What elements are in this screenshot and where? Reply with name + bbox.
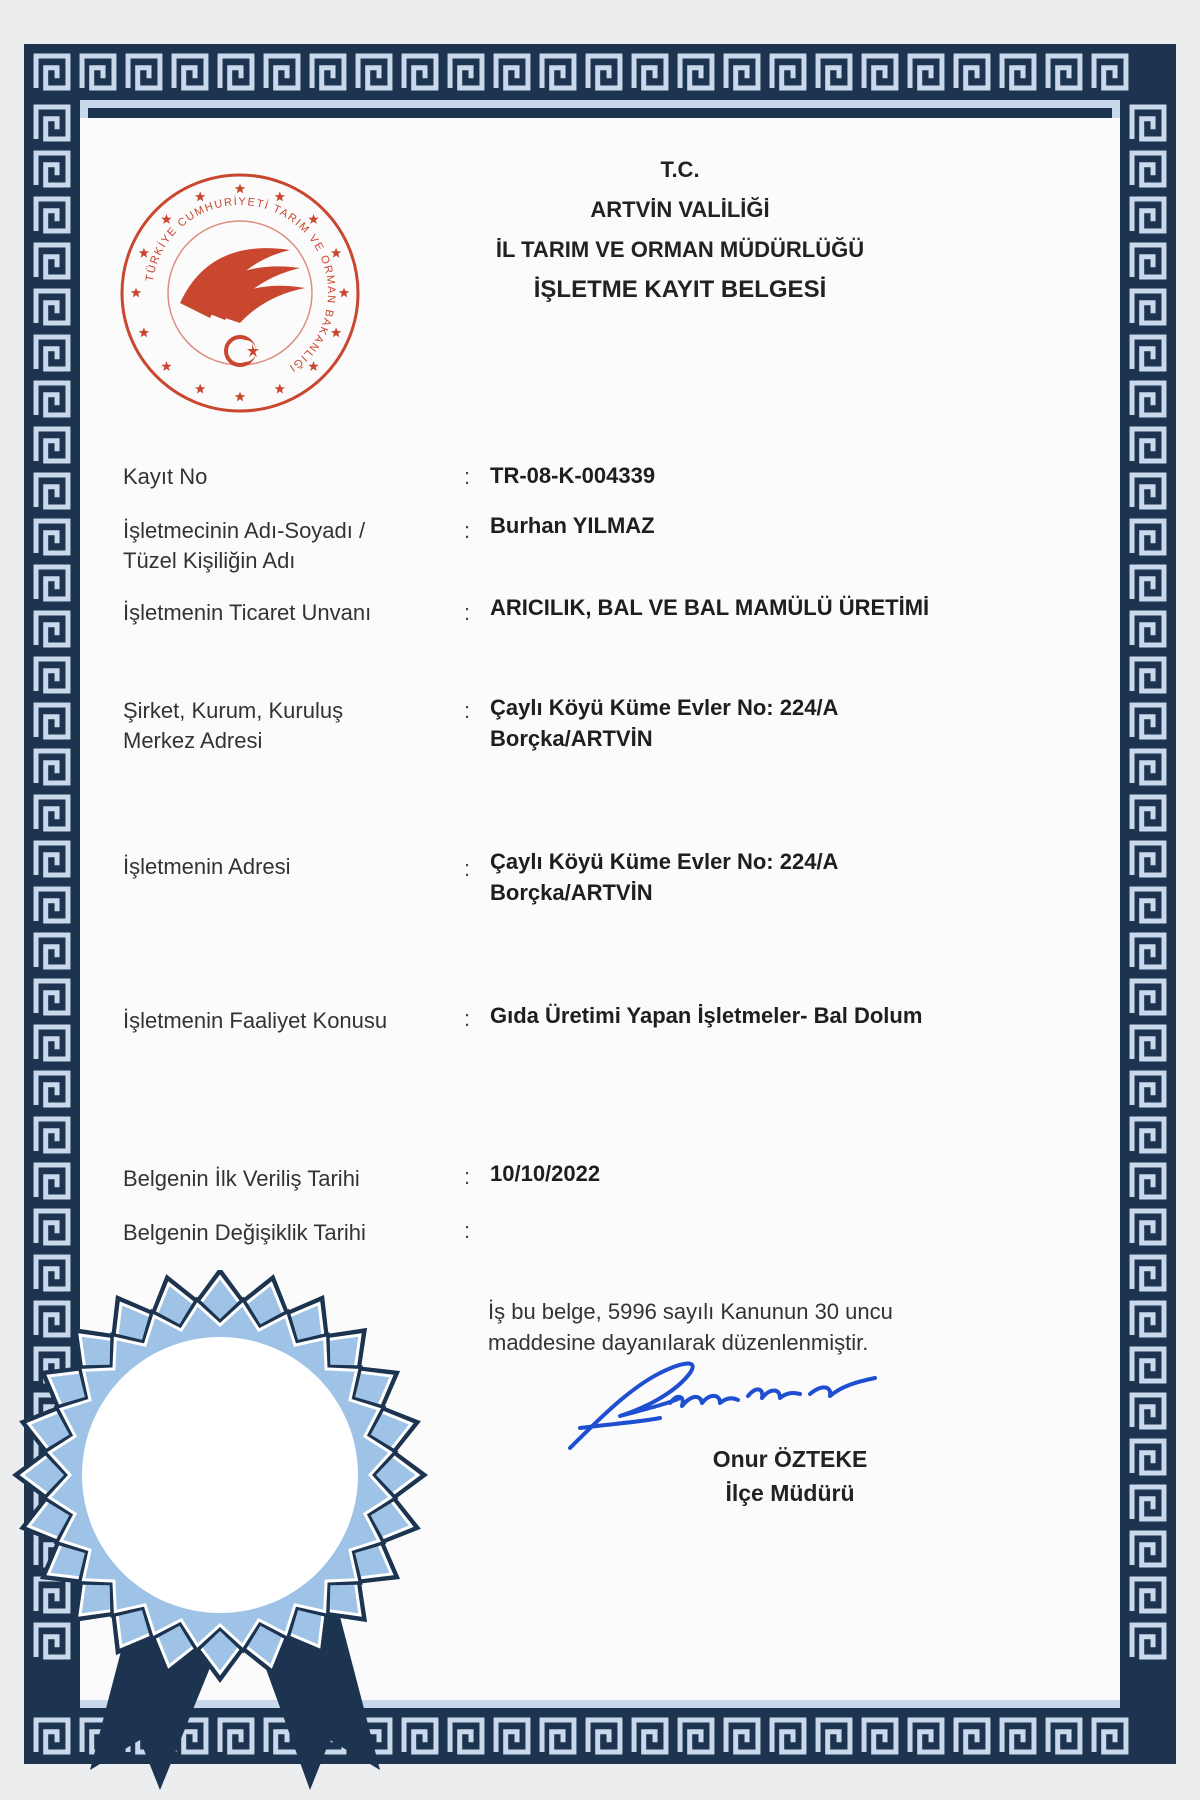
- value-activity-subject: Gıda Üretimi Yapan İşletmeler- Bal Dolum: [490, 1003, 923, 1028]
- colon: :: [464, 518, 471, 543]
- value-operator-name: Burhan YILMAZ: [490, 513, 655, 538]
- signer-block: [640, 1442, 940, 1510]
- colon: :: [464, 1218, 471, 1243]
- label-operator-name: İşletmecinin Adı-Soyadı / Tüzel Kişiliğin Adı: [123, 518, 366, 573]
- signer-title: İlçe Müdürü: [725, 1480, 855, 1506]
- signer-name: Onur ÖZTEKE: [712, 1446, 868, 1472]
- label-trade-name: İşletmenin Ticaret Unvanı: [123, 600, 372, 625]
- heading-tc: T.C.: [660, 157, 700, 182]
- value-trade-name: ARICILIK, BAL VE BAL MAMÜLÜ ÜRETİMİ: [490, 595, 930, 620]
- value-registration-no: TR-08-K-004339: [490, 463, 656, 488]
- label-first-issue-date: Belgenin İlk Veriliş Tarihi: [123, 1166, 360, 1191]
- certificate-rosette: [10, 1270, 430, 1800]
- heading-document-title: İŞLETME KAYIT BELGESİ: [533, 276, 827, 303]
- colon: :: [464, 1006, 471, 1031]
- label-head-office-address: Şirket, Kurum, Kuruluş Merkez Adresi: [123, 698, 344, 753]
- value-business-address: Çaylı Köyü Küme Evler No: 224/A Borçka/ARTVİN: [490, 849, 839, 905]
- value-first-issue-date: 10/10/2022: [490, 1161, 601, 1186]
- value-head-office-address: Çaylı Köyü Küme Evler No: 224/A Borçka/ARTVİN: [490, 695, 839, 751]
- label-modification-date: Belgenin Değişiklik Tarihi: [123, 1220, 366, 1245]
- legal-basis-note: İş bu belge, 5996 sayılı Kanunun 30 uncu maddesine dayanılarak düzenlenmiştir.: [488, 1299, 893, 1355]
- heading-directorate: İL TARIM VE ORMAN MÜDÜRLÜĞÜ: [495, 237, 865, 262]
- ministry-seal: [115, 168, 365, 418]
- label-activity-subject: İşletmenin Faaliyet Konusu: [123, 1008, 388, 1033]
- colon: :: [464, 856, 471, 881]
- colon: :: [464, 464, 471, 489]
- label-business-address: İşletmenin Adresi: [123, 854, 291, 879]
- label-registration-no: Kayıt No: [123, 464, 208, 489]
- seal-ring-text: TÜRKİYE CUMHURİYETİ TARIM VE ORMAN BAKANLIĞI: [143, 195, 338, 375]
- colon: :: [464, 698, 471, 723]
- colon: :: [464, 600, 471, 625]
- heading-governorship: ARTVİN VALİLİĞİ: [590, 197, 770, 222]
- certificate-heading: [380, 150, 980, 310]
- colon: :: [464, 1164, 471, 1189]
